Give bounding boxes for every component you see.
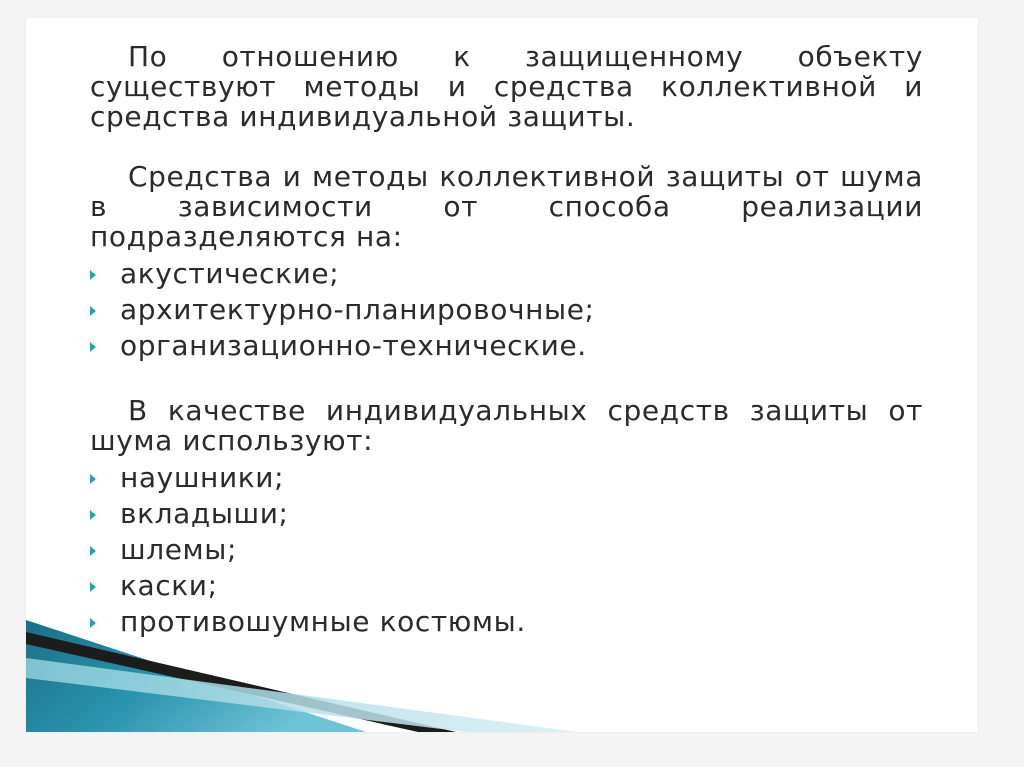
intro-paragraph: По отношению к защищенному объекту существуют методы и средства коллективной и средства индивидуальной защиты. [90, 40, 923, 133]
list-item [90, 294, 923, 330]
triangle-bullet-icon [90, 510, 96, 520]
slide-content [90, 42, 923, 642]
list-item-text: вкладыши; [120, 497, 289, 530]
triangle-bullet-icon [90, 306, 96, 316]
list-item-text: организационно-технические. [120, 329, 587, 362]
list-item [90, 570, 923, 606]
list-item-text: каски; [120, 569, 218, 602]
individual-paragraph: В качестве индивидуальных средств защиты от шума используют: [90, 394, 923, 457]
collective-list [90, 258, 923, 366]
triangle-bullet-icon [90, 342, 96, 352]
triangle-bullet-icon [90, 546, 96, 556]
list-item-text: противошумные костюмы. [120, 605, 526, 638]
slide [26, 18, 978, 732]
triangle-bullet-icon [90, 618, 96, 628]
list-item [90, 330, 923, 366]
collective-paragraph: Средства и методы коллективной защиты от шума в зависимости от способа реализации подразделяются на: [90, 160, 923, 253]
list-item-text: архитектурно-планировочные; [120, 293, 595, 326]
list-item-text: шлемы; [120, 533, 238, 566]
triangle-bullet-icon [90, 474, 96, 484]
triangle-bullet-icon [90, 270, 96, 280]
individual-list [90, 462, 923, 642]
spacer [90, 366, 923, 396]
list-item [90, 462, 923, 498]
list-item-text: наушники; [120, 461, 285, 494]
list-item-text: акустические; [120, 257, 340, 290]
triangle-bullet-icon [90, 582, 96, 592]
list-item [90, 498, 923, 534]
list-item [90, 606, 923, 642]
list-item [90, 258, 923, 294]
spacer [90, 132, 923, 162]
list-item [90, 534, 923, 570]
